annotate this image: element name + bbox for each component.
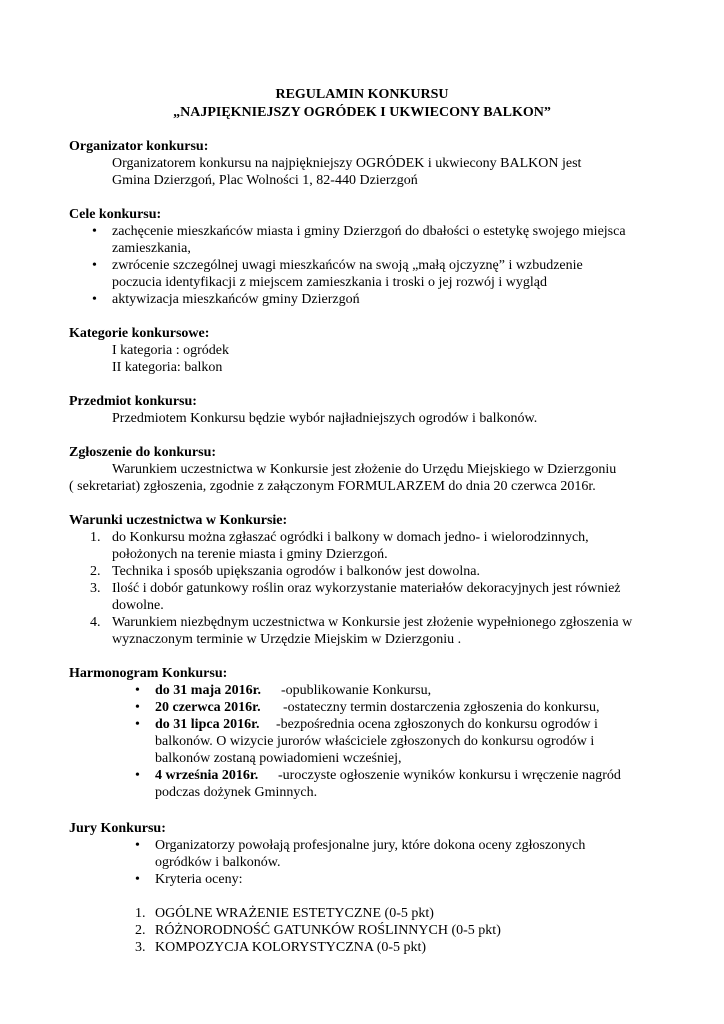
application-heading: Zgłoszenie do konkursu: bbox=[69, 445, 217, 460]
jury-item-1-line-2: ogródków i balkonów. bbox=[155, 855, 281, 870]
category-2: II kategoria: balkon bbox=[112, 360, 223, 375]
schedule-item-3-text: -bezpośrednia ocena zgłoszonych do konkursu ogrodów i bbox=[276, 717, 598, 732]
condition-2-number: 2. bbox=[90, 564, 101, 579]
criterion-3-number: 3. bbox=[135, 940, 146, 955]
schedule-item-1-text: -opublikowanie Konkursu, bbox=[281, 683, 432, 698]
condition-4-line-2: wyznaczonym terminie w Urzędzie Miejskim w Dzierzgoniu . bbox=[112, 632, 462, 647]
conditions-heading: Warunki uczestnictwa w Konkursie: bbox=[69, 513, 288, 528]
application-text-line-1: Warunkiem uczestnictwa w Konkursie jest złożenie do Urzędu Miejskiego w Dzierzgoniu bbox=[112, 462, 617, 477]
schedule-item-4-text: -uroczyste ogłoszenie wyników konkursu i wręczenie nagród bbox=[278, 768, 621, 783]
schedule-bullet: • bbox=[135, 683, 140, 698]
jury-item-1-line-1: Organizatorzy powołają profesjonalne jury, które dokona oceny zgłoszonych bbox=[155, 838, 586, 853]
criterion-3-text: KOMPOZYCJA KOLORYSTYCZNA (0-5 pkt) bbox=[155, 940, 427, 955]
schedule-bullet: • bbox=[135, 768, 140, 783]
criterion-1-number: 1. bbox=[135, 906, 146, 921]
condition-3-number: 3. bbox=[90, 581, 101, 596]
schedule-heading: Harmonogram Konkursu: bbox=[69, 666, 228, 681]
criterion-2-number: 2. bbox=[135, 923, 146, 938]
goals-heading: Cele konkursu: bbox=[69, 207, 162, 222]
schedule-item-1-date: do 31 maja 2016r. bbox=[155, 683, 262, 698]
schedule-item-4-date: 4 września 2016r. bbox=[155, 768, 259, 783]
condition-1-line-1: do Konkursu można zgłaszać ogródki i balkony w domach jedno- i wielorodzinnych, bbox=[112, 530, 589, 545]
goal-item-3-line-1: aktywizacja mieszkańców gminy Dzierzgoń bbox=[112, 292, 360, 307]
condition-1-number: 1. bbox=[90, 530, 101, 545]
jury-bullet: • bbox=[135, 838, 140, 853]
jury-item-2-line-1: Kryteria oceny: bbox=[155, 872, 243, 887]
jury-heading: Jury Konkursu: bbox=[69, 821, 166, 836]
goal-item-1-line-1: zachęcenie mieszkańców miasta i gminy Dzierzgoń do dbałości o estetykę swojego miejsca bbox=[112, 224, 626, 239]
condition-3-line-1: Ilość i dobór gatunkowy roślin oraz wykorzystanie materiałów dekoracyjnych jest również bbox=[112, 581, 621, 596]
goal-bullet: • bbox=[92, 224, 97, 239]
schedule-bullet: • bbox=[135, 717, 140, 732]
condition-1-line-2: położonych na terenie miasta i gminy Dzierzgoń. bbox=[112, 547, 388, 562]
goal-item-1-line-2: zamieszkania, bbox=[112, 241, 191, 256]
condition-4-line-1: Warunkiem niezbędnym uczestnictwa w Konkursie jest złożenie wypełnionego zgłoszenia w bbox=[112, 615, 633, 630]
condition-3-line-2: dowolne. bbox=[112, 598, 164, 613]
application-text-line-2: ( sekretariat) zgłoszenia, zgodnie z załączonym FORMULARZEM do dnia 20 czerwca 2016r. bbox=[69, 479, 596, 494]
organizer-text-line-1: Organizatorem konkursu na najpiękniejszy OGRÓDEK i ukwiecony BALKON jest bbox=[112, 156, 582, 171]
criterion-1-text: OGÓLNE WRAŻENIE ESTETYCZNE (0-5 pkt) bbox=[155, 906, 434, 921]
category-1: I kategoria : ogródek bbox=[112, 343, 230, 358]
subject-heading: Przedmiot konkursu: bbox=[69, 394, 197, 409]
schedule-item-4-cont-1: podczas dożynek Gminnych. bbox=[155, 785, 318, 800]
schedule-item-3-cont-2: balkonów zostaną powiadomieni wcześniej, bbox=[155, 751, 402, 766]
organizer-heading: Organizator konkursu: bbox=[69, 139, 209, 154]
subject-text: Przedmiotem Konkursu będzie wybór najładniejszych ogrodów i balkonów. bbox=[112, 411, 538, 426]
organizer-text-line-2: Gmina Dzierzgoń, Plac Wolności 1, 82-440 Dzierzgoń bbox=[112, 173, 418, 188]
goal-item-2-line-2: poczucia identyfikacji z miejscem zamieszkania i troski o jej rozwój i wygląd bbox=[112, 275, 548, 290]
schedule-item-3-cont-1: balkonów. O wizycie jurorów właściciele zgłoszonych do konkursu ogrodów i bbox=[155, 734, 595, 749]
goal-item-2-line-1: zwrócenie szczególnej uwagi mieszkańców na swoją „małą ojczyznę” i wzbudzenie bbox=[112, 258, 583, 273]
goal-bullet: • bbox=[92, 258, 97, 273]
schedule-item-2-text: -ostateczny termin dostarczenia zgłoszenia do konkursu, bbox=[283, 700, 600, 715]
schedule-item-2-date: 20 czerwca 2016r. bbox=[155, 700, 261, 715]
condition-4-number: 4. bbox=[90, 615, 101, 630]
goal-bullet: • bbox=[92, 292, 97, 307]
jury-bullet: • bbox=[135, 872, 140, 887]
schedule-bullet: • bbox=[135, 700, 140, 715]
criterion-2-text: RÓŻNORODNOŚĆ GATUNKÓW ROŚLINNYCH (0-5 pkt) bbox=[155, 923, 501, 938]
schedule-item-3-date: do 31 lipca 2016r. bbox=[155, 717, 260, 732]
document-title-line-2: „NAJPIĘKNIEJSZY OGRÓDEK I UKWIECONY BALKON” bbox=[173, 105, 551, 120]
document-title-line-1: REGULAMIN KONKURSU bbox=[275, 87, 449, 102]
condition-2-line-1: Technika i sposób upiększania ogrodów i balkonów jest dowolna. bbox=[112, 564, 481, 579]
categories-heading: Kategorie konkursowe: bbox=[69, 326, 210, 341]
